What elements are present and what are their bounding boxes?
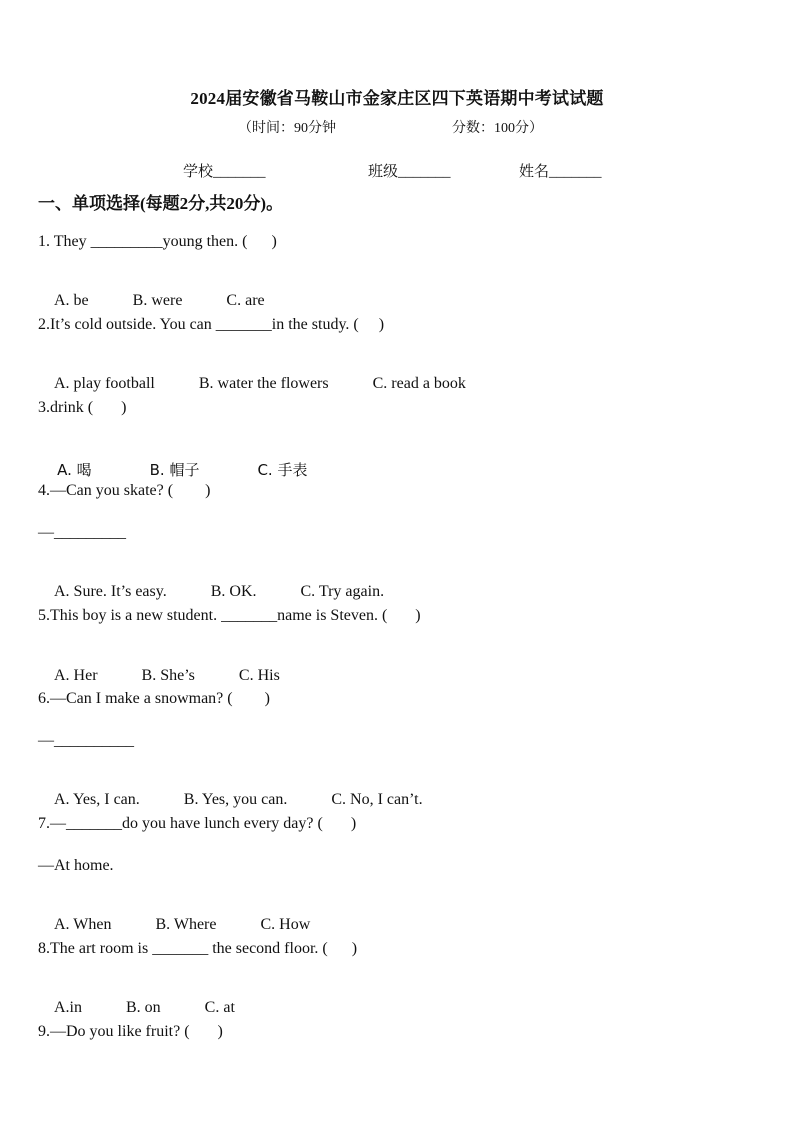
option-b: B. water the flowers: [198, 375, 329, 392]
exam-title: 2024届安徽省马鞍山市金家庄区四下英语期中考试试题: [190, 89, 604, 108]
option-c: C. How: [260, 916, 311, 933]
option-b: B. She’s: [141, 667, 195, 684]
school-field: 学校_______: [183, 164, 266, 180]
option-c: C. are: [226, 292, 265, 309]
question-stem: 5.This boy is a new student. _______name is Steven. ( ): [38, 607, 421, 624]
option-b: B. Where: [155, 916, 217, 933]
option-b: B. Yes, you can.: [183, 791, 288, 808]
option-b: B. 帽子: [149, 461, 200, 479]
option-c: C. Try again.: [300, 583, 385, 600]
option-b: B. on: [126, 999, 161, 1016]
option-a: A. play football: [54, 375, 155, 392]
question-stem: 4.—Can you skate? ( ): [38, 482, 211, 499]
option-c: C. His: [238, 667, 280, 684]
exam-time: （时间：90分钟: [238, 121, 336, 136]
question-stem: 2.It’s cold outside. You can _______in the study. ( ): [38, 316, 385, 333]
question-stem: 6.—Can I make a snowman? ( ): [38, 690, 270, 707]
option-b: B. OK.: [210, 583, 257, 600]
question-stem: 7.—_______do you have lunch every day? ( ): [38, 815, 357, 832]
section-heading: 一、单项选择(每题2分,共20分)。: [38, 194, 284, 213]
option-a: A. When: [54, 916, 112, 933]
option-a: A. Yes, I can.: [54, 791, 140, 808]
question-stem: 1. They _________young then. ( ): [38, 233, 277, 250]
option-c: C. No, I can’t.: [331, 791, 423, 808]
option-a: A. be: [54, 292, 89, 309]
class-field: 班级_______: [368, 164, 451, 180]
option-a: A. Her: [54, 667, 98, 684]
name-field: 姓名_______: [519, 164, 602, 180]
option-a: A. Sure. It’s easy.: [54, 583, 167, 600]
answer-line: —__________: [38, 732, 134, 749]
question-stem: 9.—Do you like fruit? ( ): [38, 1023, 223, 1040]
question-stem: 3.drink ( ): [38, 399, 127, 416]
option-c: C. read a book: [372, 375, 466, 392]
exam-score: 分数：100分）: [452, 121, 543, 136]
option-a: A.in: [54, 999, 82, 1016]
option-c: C. at: [204, 999, 235, 1016]
option-c: C. 手表: [257, 461, 308, 479]
option-a: A. 喝: [57, 461, 92, 479]
option-b: B. were: [132, 292, 183, 309]
answer-line: —At home.: [38, 857, 114, 874]
question-stem: 8.The art room is _______ the second floor. ( ): [38, 940, 358, 957]
answer-line: —_________: [38, 524, 126, 541]
